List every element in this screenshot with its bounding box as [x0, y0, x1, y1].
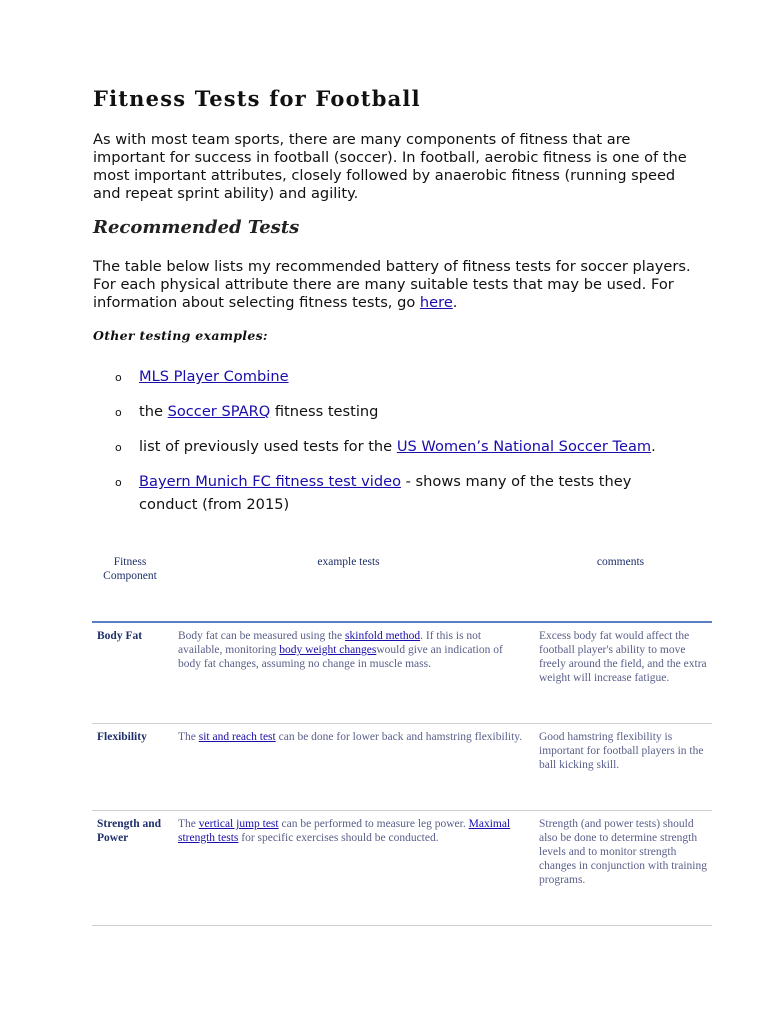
comments-cell: Excess body fat would affect the football player's ability to move freely around the field, and the extra weight will increase fatigue.: [529, 622, 712, 724]
column-header-component: Fitness Component: [92, 552, 168, 622]
test-link[interactable]: sit and reach test: [198, 731, 276, 743]
list-item: [93, 400, 693, 423]
bullet-text: the: [139, 403, 168, 420]
bullet-text: list of previously used tests for the: [139, 438, 397, 455]
recommended-tests-heading: Recommended Tests: [93, 217, 300, 238]
list-item: [93, 435, 693, 458]
column-header-example-tests: example tests: [168, 552, 529, 622]
test-link[interactable]: vertical jump test: [198, 818, 279, 830]
cell-text: for specific exercises should be conducted.: [238, 832, 439, 844]
table-row: [92, 811, 712, 926]
fitness-component-cell: Strength and Power: [92, 811, 168, 926]
fitness-component-cell: Flexibility: [92, 724, 168, 811]
other-testing-heading: Other testing examples:: [93, 328, 268, 343]
list-item: [93, 365, 693, 388]
recommended-text-end: .: [452, 294, 458, 311]
bullet-text: - shows many of the tests they conduct (from 2015): [139, 473, 632, 513]
example-tests-cell: [168, 811, 529, 926]
cell-text: The: [178, 731, 199, 743]
mls-player-combine-link[interactable]: MLS Player Combine: [139, 368, 289, 385]
table-row: [92, 622, 712, 724]
bullet-circle-icon: o: [115, 476, 122, 489]
recommended-paragraph: [93, 258, 693, 312]
us-womens-national-team-link[interactable]: US Women’s National Soccer Team: [396, 438, 652, 455]
example-tests-cell: [168, 724, 529, 811]
bullet-text: .: [651, 438, 656, 455]
fitness-component-cell: Body Fat: [92, 622, 168, 724]
fitness-tests-table: [92, 552, 712, 926]
test-link[interactable]: body weight changes: [279, 644, 377, 656]
table-body: [92, 622, 712, 926]
page-title: Fitness Tests for Football: [93, 86, 421, 111]
comments-cell: Good hamstring flexibility is important for football players in the ball kicking skill.: [529, 724, 712, 811]
soccer-sparq-link[interactable]: Soccer SPARQ: [167, 403, 271, 420]
bullet-text: fitness testing: [270, 403, 379, 420]
cell-text: Body fat can be measured using the: [178, 630, 346, 642]
list-item: [93, 470, 693, 516]
cell-text: can be performed to measure leg power.: [278, 818, 469, 830]
cell-text: . If this is not available, monitoring: [178, 630, 482, 656]
comments-cell: Strength (and power tests) should also be done to determine strength levels and to monitor strength changes in conjunction with training programs.: [529, 811, 712, 926]
test-link[interactable]: Maximal strength tests: [178, 818, 511, 844]
here-link[interactable]: here: [419, 294, 453, 311]
recommended-text: The table below lists my recommended battery of fitness tests for soccer players. For each physical attribute there are many suitable tests that may be used. For information about selecting fitness tests, go: [93, 258, 691, 311]
cell-text: would give an indication of body fat changes, assuming no change in muscle mass.: [178, 644, 503, 670]
example-tests-cell: [168, 622, 529, 724]
bullet-circle-icon: o: [115, 406, 122, 419]
column-header-comments: comments: [529, 552, 712, 622]
table-header-row: [92, 552, 712, 622]
cell-text: can be done for lower back and hamstring flexibility.: [275, 731, 523, 743]
intro-paragraph: As with most team sports, there are many components of fitness that are important for success in football (soccer). In football, aerobic fitness is one of the most important attributes, closely followed by anaerobic fitness (running speed and repeat sprint ability) and agility.: [93, 131, 687, 202]
bullet-circle-icon: o: [115, 441, 122, 454]
cell-text: The: [178, 818, 199, 830]
table-row: [92, 724, 712, 811]
bullet-circle-icon: o: [115, 371, 122, 384]
testing-examples-list: [93, 365, 693, 528]
test-link[interactable]: skinfold method: [345, 630, 421, 642]
bayern-munich-video-link[interactable]: Bayern Munich FC fitness test video: [139, 473, 401, 490]
